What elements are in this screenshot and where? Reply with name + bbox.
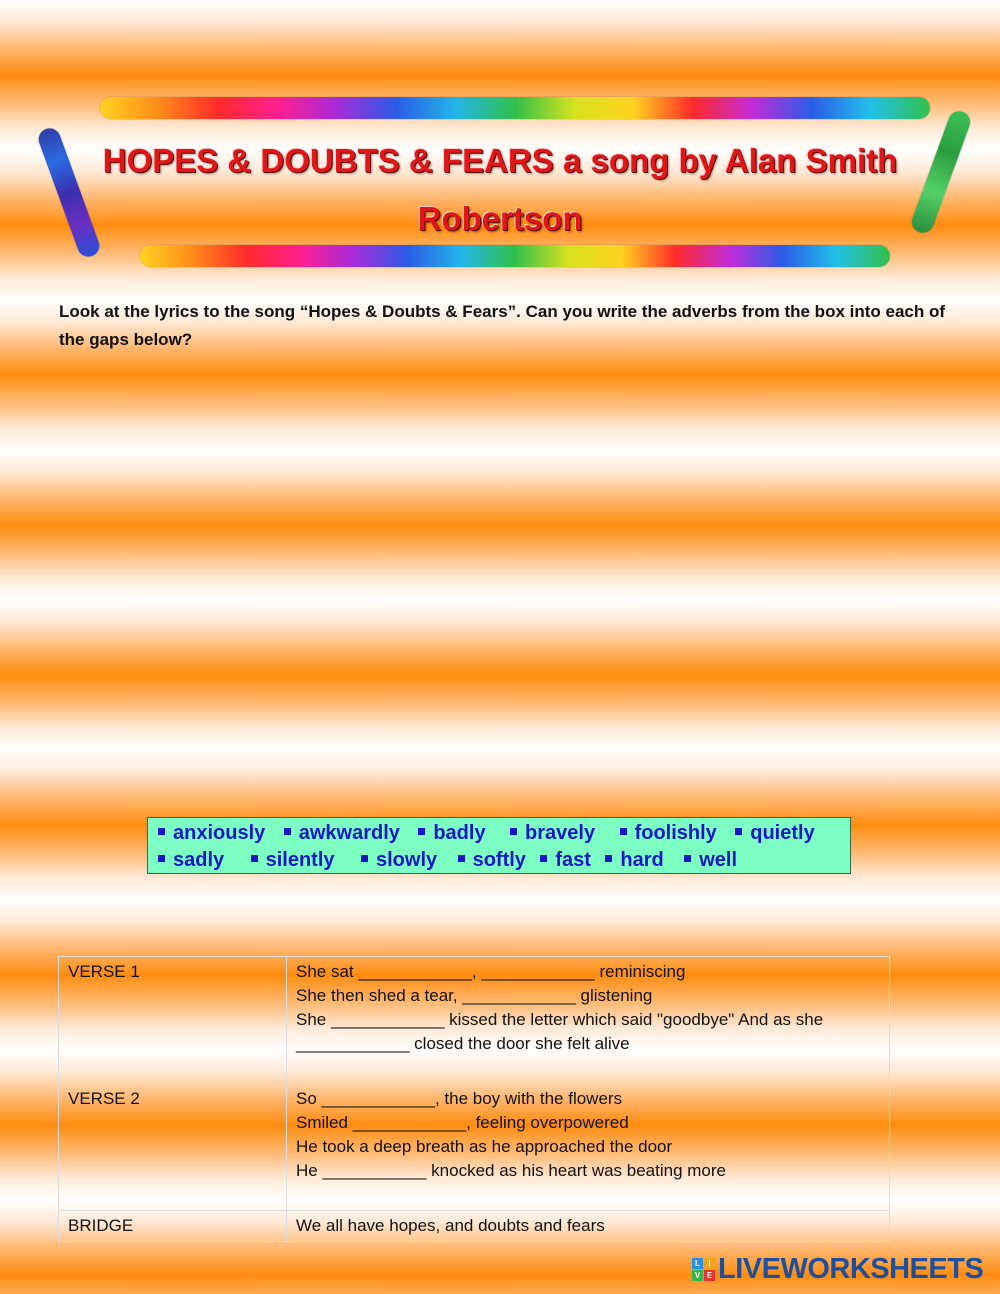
word-box-row-2	[158, 847, 850, 874]
bullet-icon	[251, 855, 258, 862]
word-chip: silently	[251, 847, 335, 874]
row-spacer	[296, 1056, 880, 1080]
lyric-line: Smiled ____________, feeling overpowered	[296, 1113, 629, 1132]
bullet-icon	[418, 828, 425, 835]
word-chip: quietly	[735, 820, 814, 847]
section-label: BRIDGE	[59, 1211, 287, 1242]
lyrics-cell	[287, 1211, 890, 1242]
lyric-line: She then shed a tear, ____________ glistening	[296, 986, 653, 1005]
lyric-line: He ___________ knocked as his heart was beating more	[296, 1161, 727, 1180]
page-title: HOPES & DOUBTS & FEARS a song by Alan Smith Robertson	[102, 142, 898, 237]
bullet-icon	[284, 828, 291, 835]
lyric-line: ____________ closed the door she felt alive	[296, 1034, 630, 1053]
lyric-line: We all have hopes, and doubts and fears	[296, 1216, 605, 1235]
word-chip: fast	[540, 847, 591, 874]
table-row	[59, 1211, 890, 1242]
bullet-icon	[540, 855, 547, 862]
word-chip: slowly	[361, 847, 437, 874]
bullet-icon	[684, 855, 691, 862]
word-box	[147, 817, 851, 874]
bullet-icon	[510, 828, 517, 835]
section-label: VERSE 1	[59, 957, 287, 1084]
lyric-line: She sat ____________, ____________ reminiscing	[296, 962, 686, 981]
lyric-line: She ____________ kissed the letter which said "goodbye" And as she	[296, 1010, 824, 1029]
word-chip: softly	[458, 847, 526, 874]
bullet-icon	[158, 828, 165, 835]
word-chip: bravely	[510, 820, 595, 847]
word-box-row-1	[158, 820, 850, 847]
word-chip: foolishly	[620, 820, 717, 847]
lyric-line: So ____________, the boy with the flowers	[296, 1089, 623, 1108]
glitter-bar-top	[100, 97, 930, 119]
instructions-text: Look at the lyrics to the song “Hopes & Doubts & Fears”. Can you write the adverbs from the box into each of the gaps below?	[59, 302, 946, 349]
bullet-icon	[158, 855, 165, 862]
bullet-icon	[735, 828, 742, 835]
glitter-bar-bottom	[140, 245, 890, 267]
lyrics-cell	[287, 1084, 890, 1211]
liveworksheets-logo	[692, 1252, 983, 1286]
bullet-icon	[361, 855, 368, 862]
lyric-line: He took a deep breath as he approached the door	[296, 1137, 673, 1156]
table-row	[59, 957, 890, 1084]
bullet-icon	[605, 855, 612, 862]
lyrics-cell	[287, 957, 890, 1084]
word-chip: sadly	[158, 847, 224, 874]
word-chip: hard	[605, 847, 663, 874]
word-chip: awkwardly	[284, 820, 400, 847]
word-chip: anxiously	[158, 820, 265, 847]
word-chip: badly	[418, 820, 485, 847]
table-row	[59, 1084, 890, 1211]
row-spacer	[296, 1183, 880, 1207]
logo-text: LIVEWORKSHEETS	[718, 1252, 984, 1285]
logo-icon: L I V E	[692, 1258, 715, 1281]
bullet-icon	[620, 828, 627, 835]
lyrics-table	[58, 956, 890, 1242]
word-chip: well	[684, 847, 737, 874]
bullet-icon	[458, 855, 465, 862]
section-label: VERSE 2	[59, 1084, 287, 1211]
